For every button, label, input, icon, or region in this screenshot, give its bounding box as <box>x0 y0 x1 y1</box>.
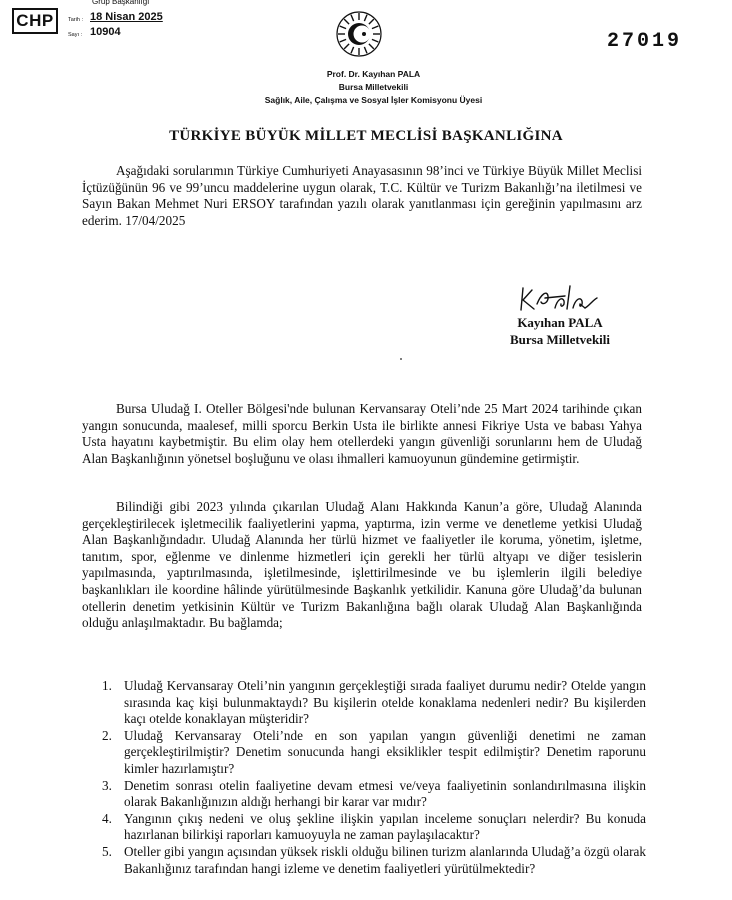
question-text: Yangının çıkış nedeni ve oluş şekline ilişkin yapılan inceleme sonuçları nelerdir? Bu konuda hazırlanan bilirkişi raporları kamuoyuyla ne zaman paylaşılacaktır? <box>124 810 646 843</box>
sender-title: Bursa Milletvekili <box>338 82 409 92</box>
document-heading: TÜRKİYE BÜYÜK MİLLET MECLİSİ BAŞKANLIĞINA <box>169 128 563 144</box>
stamp-date-label: Tarih : <box>68 17 83 23</box>
handwritten-signature <box>515 284 605 314</box>
question-item <box>98 811 646 844</box>
sender-block <box>0 68 732 107</box>
question-item <box>98 728 646 778</box>
tbmm-emblem-icon <box>335 10 383 58</box>
question-text: Denetim sonrası otelin faaliyetine devam etmesi ve/veya faaliyetinin sonlandırılmasına ilişkin olarak Bakanlığınızın aldığı herhangi bir karar var mıdır? <box>124 777 646 810</box>
sender-committee: Sağlık, Aile, Çalışma ve Sosyal İşler Komisyonu Üyesi <box>264 95 483 105</box>
body-paragraph-2: Bilindiği gibi 2023 yılında çıkarılan Uludağ Alanı Hakkında Kanun’a göre, Uludağ Alanında gerçekleştirilecek işletmecilik faaliyetlerini yapma, yaptırma, izin verme ve denetleme yetkisi Uludağ Alan Başkanlığındadır. Uludağ Alanında her türlü hizmet ve faaliyetler ile koruma, yönetim, işletme, tanıtım, spor, eğlenme ve dinlenme hizmetleri için gerekli her türlü altyapı ve diğer tesislerin yapılmasında, yaptırılmasında, işletilmesinde, işlettirilmesinde ve bu işlemlerin ilgili belediye başkanlıkları ile koordine hâlinde yürütülmesinde Başkanlık yetkilidir. Kanuna göre Uludağ’da bulunan otellerin denetim yetkisinin Kültür ve Turizm Bakanlığına bağlı olarak Uludağ Alan Başkanlığında olduğu anlaşılmaktadır. Bu bağlamda; <box>82 499 642 631</box>
stamp-group-label: Grup Başkanlığı <box>92 0 150 6</box>
stamp-date-value: 18 Nisan 2025 <box>90 11 163 23</box>
stamp-number-label: Sayı : <box>68 32 83 38</box>
stamp-party-box: CHP <box>12 8 58 34</box>
signature-block <box>470 284 650 348</box>
question-number: 2. <box>102 727 112 743</box>
question-item <box>98 844 646 877</box>
question-number: 3. <box>102 777 112 793</box>
party-stamp <box>12 0 172 40</box>
question-list <box>98 678 646 877</box>
signature-name: Kayıhan PALA <box>517 315 603 330</box>
question-text: Uludağ Kervansaray Oteli’nde en son yapılan yangın güvenliği denetimi ne zaman gerçekleştirilmiştir? Denetim sonucunda hangi eksiklikler tespit edilmiştir? Denetim raporunu kimler hazırlamıştır? <box>124 727 646 776</box>
question-text: Oteller gibi yangın açısından yüksek riskli olduğu bilinen turizm alanlarında Uludağ’a özgü olarak Bakanlığınız tarafından hangi izleme ve denetim faaliyetleri yürütülmektedir? <box>124 843 646 876</box>
signature-title: Bursa Milletvekili <box>509 332 611 347</box>
question-number: 5. <box>102 843 112 859</box>
intro-paragraph: Aşağıdaki sorularımın Türkiye Cumhuriyeti Anayasasının 98’inci ve Türkiye Büyük Millet Meclisi İçtüzüğünün 96 ve 99’uncu maddelerine uygun olarak, T.C. Kültür ve Turizm Bakanlığı’na iletilmesi ve Sayın Bakan Mehmet Nuri ERSOY tarafından yazılı olarak yanıtlanması için gereğinin yapılmasını arz ederim. 17/04/2025 <box>82 163 642 228</box>
scan-speck <box>400 358 402 360</box>
question-number: 4. <box>102 810 112 826</box>
sender-name: Prof. Dr. Kayıhan PALA <box>326 69 421 79</box>
question-text: Uludağ Kervansaray Oteli’nin yangının gerçekleştiği sırada faaliyet durumu nedir? Otelde yangın sırasında kaç kişi bulunmaktaydı? Bu kişilerin otelde konaklama nedenleri nedir? Bu kişilerden kaçı otelde konaklayan müşteridir? <box>124 678 646 727</box>
document-number: 27019 <box>606 30 682 53</box>
stamp-number-value: 10904 <box>90 26 121 38</box>
question-item <box>98 678 646 728</box>
stamp-number-row <box>68 26 121 38</box>
question-item <box>98 778 646 811</box>
body-paragraph-1: Bursa Uludağ I. Oteller Bölgesi'nde bulunan Kervansaray Oteli’nde 25 Mart 2024 tarihinde çıkan yangın sonucunda, maalesef, milli sporcu Berkin Usta ile birlikte annesi Fikriye Usta ve babası Yahya Usta hayatını kaybetmiştir. Bu elim olay hem otellerdeki yangın güvenliği sorunlarını hem de Uludağ Alan Başkanlığının yönetsel boşluğunu ve olası ihmalleri kamuoyunun gündemine getirmiştir. <box>82 401 642 466</box>
question-number: 1. <box>102 678 112 693</box>
stamp-date-row <box>68 11 163 23</box>
